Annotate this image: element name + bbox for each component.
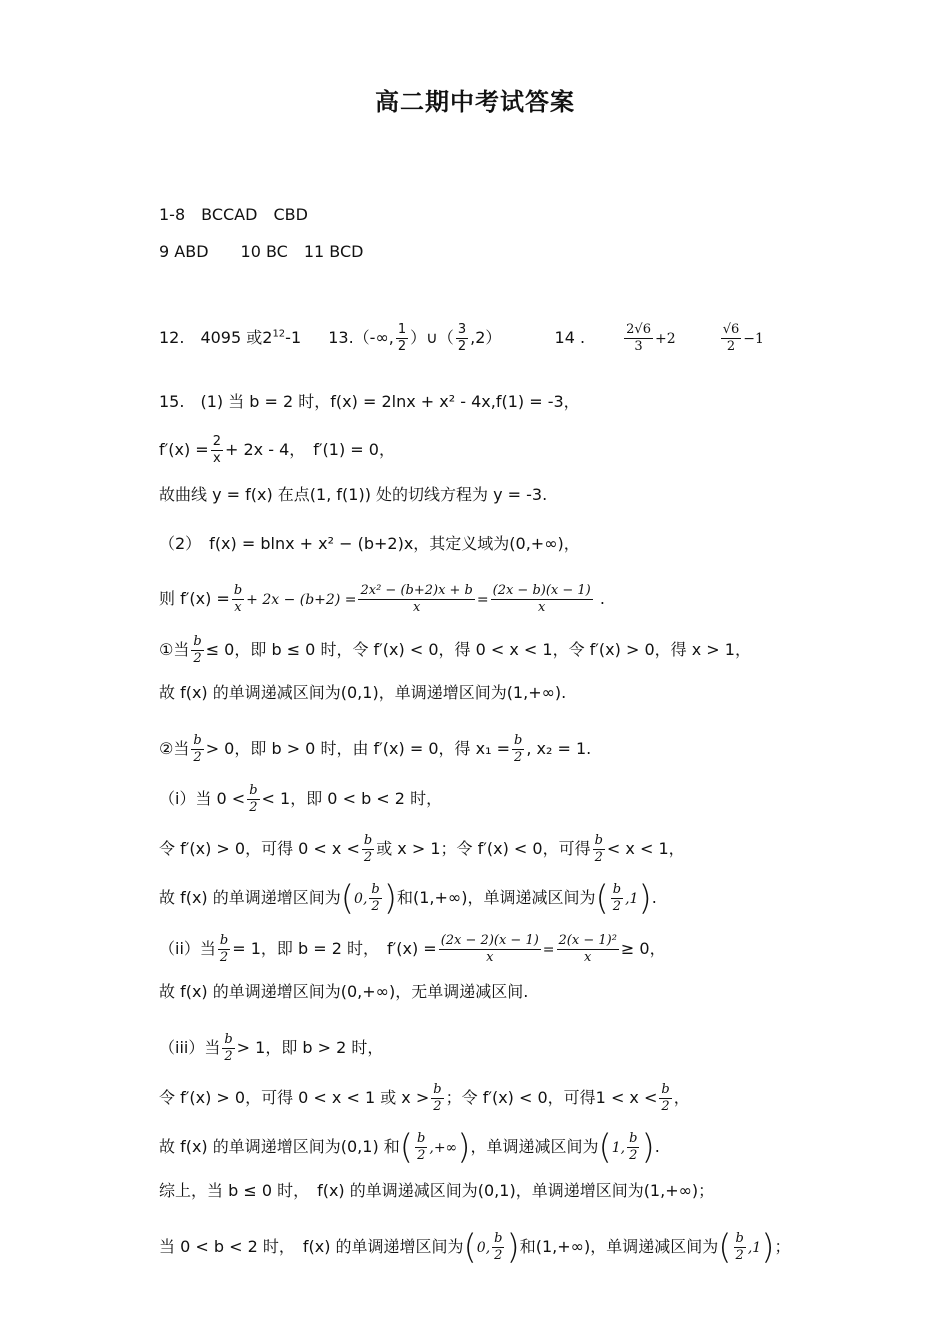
fraction-b-over-2: $\frac{b}{2}$ [735,1231,744,1263]
case-2-i-result: 故 f(x) 的单调递增区间为(0, $\frac{b}{2}$ )和(1,+∞)，单调递减区间为( $\frac{b}{2}$ ,1). [159,878,657,919]
q13-end: ,2） [470,328,502,347]
case-1-line: ①当 $\frac{b}{2}$ ≤ 0，即 b ≤ 0 时，令 f′(x) < 0，得 0 < x < 1，令 f′(x) > 0，得 x > 1， [159,634,751,666]
fraction-b-over-2: $\frac{b}{2}$ [363,833,373,865]
fraction-ii-square: $\frac{\text{2(x − 1)²}}{x}$ [558,933,617,965]
q15-derivative-line: f′(x) = $\frac{2}{x}$ + 2x - 4， f′(1) = 0， [159,434,395,466]
fraction-b-over-2: $\frac{b}{2}$ [629,1131,638,1163]
fraction-b-over-2: $\frac{b}{2}$ [219,933,229,965]
summary-line-2: 当 0 < b < 2 时， f(x) 的单调递增区间为(0, $\frac{b}{2}$ )和(1,+∞)，单调递减区间为( $\frac{b}{2}$ ,1)； [159,1227,791,1268]
q13-fraction-three-half: $\frac{3}{2}$ [457,322,467,354]
answer-line-choice-1-8: 1-8 BCCAD CBD [159,205,308,224]
q12-exponent: 12 [272,328,286,340]
case-2-iii-line: （iii）当 $\frac{b}{2}$ > 1，即 b > 2 时， [159,1032,384,1064]
fraction-b-over-2: $\frac{b}{2}$ [661,1082,670,1114]
fraction-b-over-2: $\frac{b}{2}$ [193,733,202,765]
q13-fraction-half: $\frac{1}{2}$ [397,322,407,354]
q12-tail: -1 [285,328,302,347]
q14-answer-b-tail: −1 [743,331,764,347]
fraction-factored: $\frac{(2x - b)(x - 1)}{x}$ [492,583,591,615]
q15-part2-line: （2） f(x) = blnx + x² − (b+2)x，其定义域为(0,+∞)， [159,534,580,553]
fraction-b-over-2: $\frac{b}{2}$ [594,833,603,865]
fraction-b-over-2: $\frac{b}{2}$ [494,1231,503,1263]
case-2-iii-result: 故 f(x) 的单调递增区间为(0,1) 和( $\frac{b}{2}$ ,+∞)，单调递减区间为(1, $\frac{b}{2}$ ). [159,1127,660,1168]
q14-answer-a-tail: +2 [654,331,676,347]
fraction-b-over-2: $\frac{b}{2}$ [612,882,622,914]
fraction-b-over-x: $\frac{b}{x}$ [233,583,243,615]
q12-text: 12. 4095 或2 [159,328,273,347]
case-2-ii-line: （ii）当 $\frac{b}{2}$ = 1，即 b = 2 时， f′(x) = $\frac{(2x - 2)(x - 1)}{x}$ = $\frac{\text{2(x − 1)²}}{x}$ ≥ 0， [159,933,666,965]
case-2-i-line: （i）当 0 < $\frac{b}{2}$ < 1，即 0 < b < 2 时， [159,783,443,815]
case-2-line: ②当 $\frac{b}{2}$ > 0，即 b > 0 时，由 f′(x) = 0，得 x₁ = $\frac{b}{2}$ , x₂ = 1. [159,733,592,765]
q13-label: 13.（-∞, [328,328,394,347]
q15-derivative-expansion: 则 f′(x) = $\frac{b}{x}$ + 2x − (b+2) = $\frac{\text{2x² − (b+2)x + b}}{x}$ = $\frac{(2x - b)(x - 1)}{x}$ . [159,583,605,615]
q13-union: ）∪（ [410,328,454,347]
q15-part1-line: 15. (1) 当 b = 2 时，f(x) = 2lnx + x² - 4x,f(1) = -3， [159,392,580,411]
fraction-ii-factored: $\frac{(2x - 2)(x - 1)}{x}$ [440,933,539,965]
answer-line-choice-9-11: 9 ABD 10 BC 11 BCD [159,242,364,261]
answer-line-fill-12-14 [159,322,764,355]
q14-answer-b: $\frac{√6}{2}$ [722,322,740,354]
case-1-result: 故 f(x) 的单调递减区间为(0,1)，单调递增区间为(1,+∞). [159,683,567,702]
fraction-b-over-2: $\frac{b}{2}$ [193,634,202,666]
case-2-iii-sign-line: 令 f′(x) > 0，可得 0 < x < 1 或 x > $\frac{b}{2}$ ；令 f′(x) < 0，可得1 < x < $\frac{b}{2}$ ， [159,1082,690,1114]
q14-answer-a: $\frac{2√6}{3}$ [626,322,651,354]
case-2-i-sign-line: 令 f′(x) > 0，可得 0 < x < $\frac{b}{2}$ 或 x > 1；令 f′(x) < 0，可得 $\frac{b}{2}$ < x < 1， [159,833,685,865]
fraction-b-over-2: $\frac{b}{2}$ [433,1082,442,1114]
page-title: 高二期中考试答案 [375,88,575,116]
q14-label: 14 . [554,328,586,347]
case-2-ii-result: 故 f(x) 的单调递增区间为(0,+∞)，无单调递减区间. [159,982,529,1001]
fraction-b-over-2: $\frac{b}{2}$ [417,1131,426,1163]
summary-line-1: 综上，当 b ≤ 0 时， f(x) 的单调递减区间为(0,1)，单调递增区间为(1,+∞)； [159,1181,715,1200]
fraction-expanded: $\frac{\text{2x² − (b+2)x + b}}{x}$ [360,583,473,615]
fraction-b-over-2: $\frac{b}{2}$ [513,733,523,765]
q15-tangent-line: 故曲线 y = f(x) 在点(1, f(1)) 处的切线方程为 y = -3. [159,485,548,504]
fraction-2-over-x: $\frac{2}{x}$ [212,434,221,466]
fraction-b-over-2: $\frac{b}{2}$ [371,882,380,914]
fraction-b-over-2: $\frac{b}{2}$ [249,783,258,815]
fraction-b-over-2: $\frac{b}{2}$ [224,1032,233,1064]
